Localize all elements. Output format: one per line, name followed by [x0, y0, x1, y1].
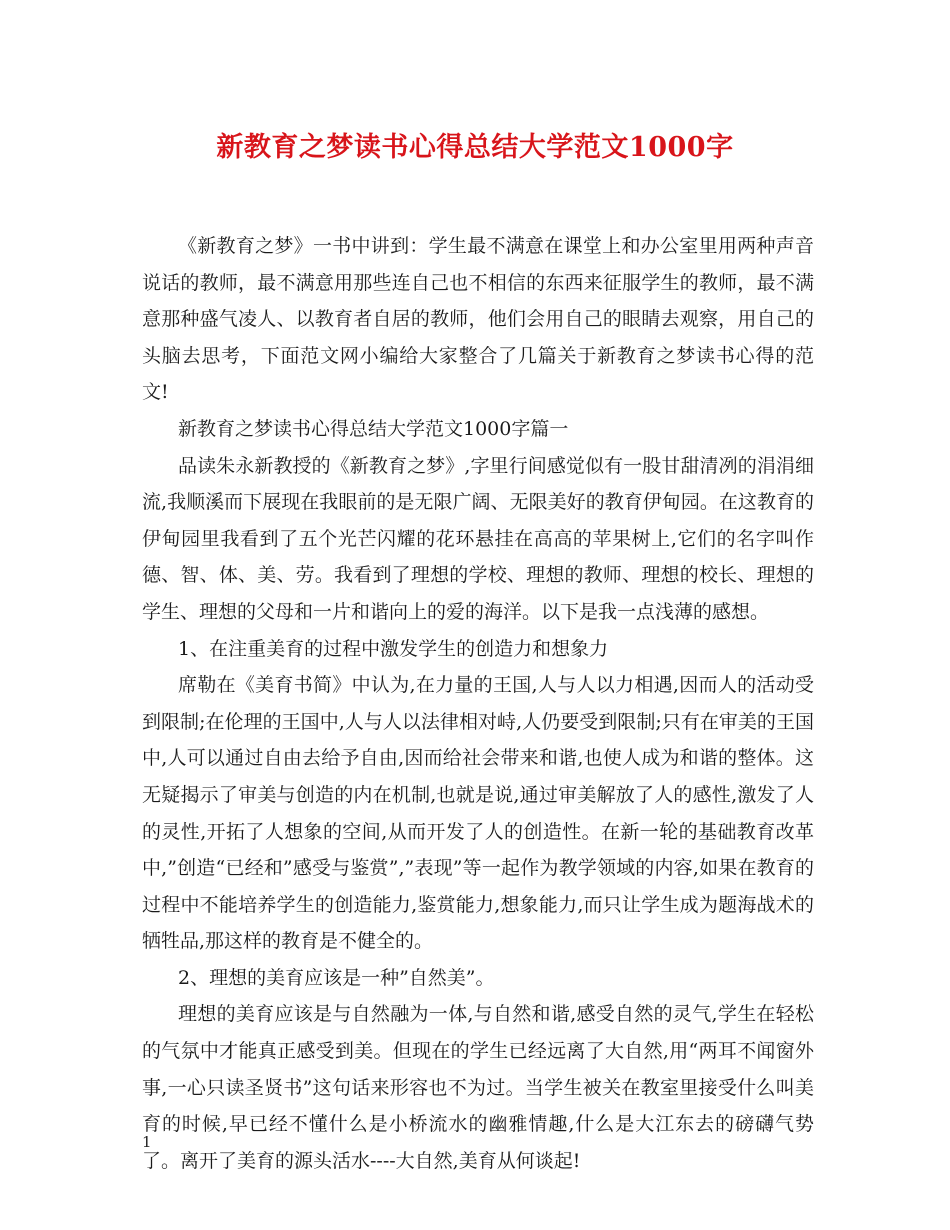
paragraph-schiller: 席勒在《美育书简》中认为,在力量的王国,人与人以力相遇,因而人的活动受到限制;在伦理的王国中,人与人以法律相对峙,人仍要受到限制;只有在审美的王国中,人可以通过自由去给予自由,因而给社会带来和谐,也使人成为和谐的整体。这无疑揭示了审美与创造的内在机制,也就是说,通过审美解放了人的感性,激发了人的灵性,开拓了人想象的空间,从而开发了人的创造性。在新一轮的基础教育改革中,”创造“已经和”感受与鉴赏”,”表现”等一起作为教学领域的内容,如果在教育的过程中不能培养学生的创造能力,鉴赏能力,想象能力,而只让学生成为题海战术的牺牲品,那这样的教育是不健全的。	[142, 674, 814, 953]
paragraph-intro: 《新教育之梦》一书中讲到：学生最不满意在课堂上和办公室里用两种声音说话的教师，最不满意用那些连自己也不相信的东西来征服学生的教师，最不满意那种盛气凌人、以教育者自居的教师，他们会用自己的眼睛去观察，用自己的头脑去思考，下面范文网小编给大家整合了几篇关于新教育之梦读书心得的范文!	[142, 235, 814, 404]
document-title: 新教育之梦读书心得总结大学范文1000字	[216, 132, 734, 163]
section-heading-part-one: 新教育之梦读书心得总结大学范文1000字篇一	[178, 417, 569, 440]
paragraph-natural-beauty: 理想的美育应该是与自然融为一体,与自然和谐,感受自然的灵气,学生在轻松的气氛中才能真正感受到美。但现在的学生已经远离了大自然,用“两耳不闻窗外事,一心只读圣贤书”这句话来形容也不为过。当学生被关在教室里接受什么叫美育的时候,早已经不懂什么是小桥流水的幽雅情趣,什么是大江东去的磅礴气势了。离开了美育的源头活水----大自然,美育从何谈起!	[142, 1003, 814, 1172]
document-body	[142, 228, 814, 1179]
point-heading-1: 1、在注重美育的过程中激发学生的创造力和想象力	[178, 637, 609, 660]
paragraph-reading-impression: 品读朱永新教授的《新教育之梦》,字里行间感觉似有一股甘甜清冽的涓涓细流,我顺溪而下展现在我眼前的是无限广阔、无限美好的教育伊甸园。在这教育的伊甸园里我看到了五个光芒闪耀的花环悬挂在高高的苹果树上,它们的名字叫作德、智、体、美、劳。我看到了理想的学校、理想的教师、理想的校长、理想的学生、理想的父母和一片和谐向上的爱的海洋。以下是我一点浅薄的感想。	[142, 454, 814, 623]
point-heading-2: 2、理想的美育应该是一种”自然美”。	[178, 966, 495, 989]
page-number: 1	[142, 1133, 152, 1151]
